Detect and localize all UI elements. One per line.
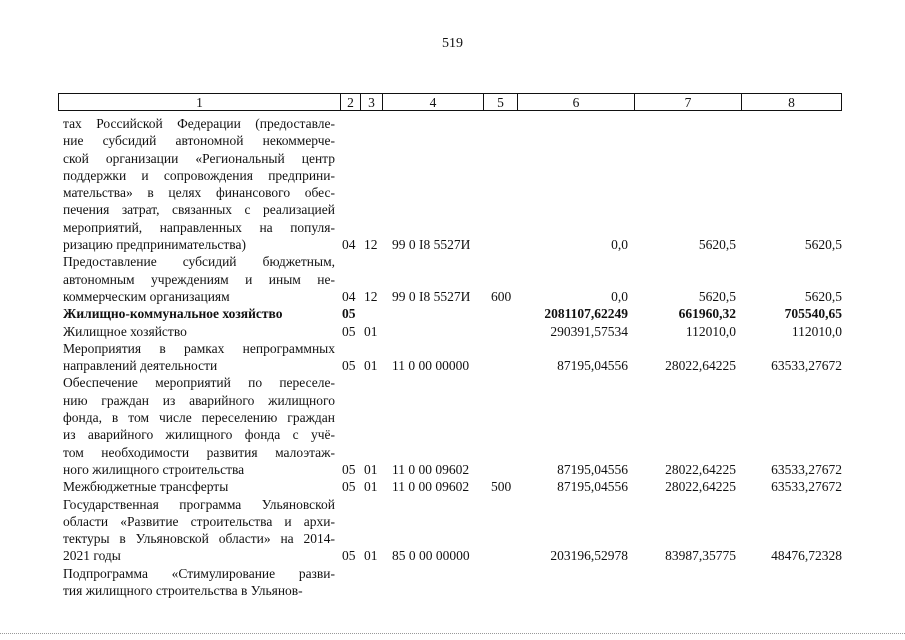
section-code: 05	[342, 548, 356, 564]
section-code: 04	[342, 288, 356, 304]
amount-col-7: 28022,64225	[665, 358, 736, 374]
description-line: Государственная программа Ульяновской	[63, 496, 335, 512]
section-code: 05	[342, 306, 356, 322]
table-row	[0, 115, 905, 253]
subsection-code: 12	[364, 237, 378, 253]
description-line: поддержки и сопровождения предприни-	[63, 167, 335, 183]
table-row	[0, 340, 905, 375]
subsection-code: 01	[364, 479, 378, 495]
header-col-6: 6	[517, 93, 634, 111]
row-values	[0, 288, 905, 305]
amount-col-6: 0,0	[611, 288, 628, 304]
section-code: 05	[342, 323, 356, 339]
row-values	[0, 547, 905, 564]
amount-col-7: 28022,64225	[665, 461, 736, 477]
description-line: Мероприятия в рамках непрограммных	[63, 340, 335, 356]
description-line: Обеспечение мероприятий по переселе-	[63, 375, 335, 391]
description-line: тах Российской Федерации (предоставле-	[63, 116, 335, 131]
table-row	[0, 374, 905, 478]
row-values	[0, 323, 905, 340]
table-row	[0, 565, 905, 600]
target-article-code: 11 0 00 09602	[392, 479, 470, 495]
table-row	[0, 478, 905, 495]
amount-col-6: 2081107,62249	[544, 306, 628, 322]
description-line: области «Развитие строительства и архи-	[63, 513, 335, 529]
subsection-code: 12	[364, 288, 378, 304]
amount-col-6: 87195,04556	[557, 358, 628, 374]
description-line: из аварийного жилищного фонда с учё-	[63, 427, 335, 443]
description-line: ризацию предпринимательства)	[63, 237, 246, 253]
amount-col-7: 661960,32	[678, 306, 736, 322]
description-line: 2021 годы	[63, 548, 121, 564]
description-line: направлений деятельности	[63, 358, 218, 374]
amount-col-7: 28022,64225	[665, 479, 736, 495]
target-article-code: 99 0 I8 5527И	[392, 237, 471, 253]
amount-col-6: 87195,04556	[557, 479, 628, 495]
description-line: автономным учреждениям и иным не-	[63, 271, 335, 287]
section-code: 05	[342, 461, 356, 477]
table-body	[0, 115, 905, 599]
description-line: тия жилищного строительства в Ульянов-	[63, 583, 303, 599]
amount-col-7: 83987,35775	[665, 548, 736, 564]
table-row	[0, 305, 905, 322]
table-row	[0, 323, 905, 340]
expense-type-code: 600	[491, 288, 512, 304]
section-code: 05	[342, 358, 356, 374]
header-col-4: 4	[382, 93, 483, 111]
target-article-code: 11 0 00 09602	[392, 461, 470, 477]
table-row	[0, 496, 905, 565]
target-article-code: 99 0 I8 5527И	[392, 288, 471, 304]
page-bottom-edge	[0, 633, 905, 634]
row-description	[63, 115, 335, 253]
description-line: Жилищное хозяйство	[63, 323, 187, 339]
amount-col-8: 63533,27672	[771, 461, 842, 477]
description-line: тектуры в Ульяновской области» на 2014-	[63, 531, 335, 547]
table-row	[0, 253, 905, 305]
header-col-5: 5	[483, 93, 517, 111]
amount-col-7: 5620,5	[698, 288, 736, 304]
description-line: коммерческим организациям	[63, 288, 230, 304]
section-code: 04	[342, 237, 356, 253]
description-line: Межбюджетные трансферты	[63, 479, 229, 495]
amount-col-7: 112010,0	[685, 323, 736, 339]
subsection-code: 01	[364, 323, 378, 339]
description-line: ской организации «Региональный центр	[63, 150, 335, 166]
description-line: ного жилищного строительства	[63, 461, 245, 477]
page-number: 519	[442, 36, 463, 51]
amount-col-8: 705540,65	[784, 306, 842, 322]
description-line: мероприятий, направленных на популя-	[63, 219, 335, 235]
amount-col-8: 48476,72328	[771, 548, 842, 564]
description-line: Предоставление субсидий бюджетным,	[63, 254, 335, 270]
subsection-code: 01	[364, 548, 378, 564]
amount-col-8: 5620,5	[804, 237, 842, 253]
amount-col-6: 0,0	[611, 237, 628, 253]
description-line: мательства» в целях финансового обес-	[63, 185, 335, 201]
header-col-1: 1	[58, 93, 340, 111]
section-code: 05	[342, 479, 356, 495]
row-values	[0, 357, 905, 374]
description-line: Жилищно-коммунальное хозяйство	[63, 306, 283, 322]
row-values	[0, 461, 905, 478]
header-col-3: 3	[360, 93, 382, 111]
amount-col-6: 290391,57534	[550, 323, 628, 339]
amount-col-7: 5620,5	[698, 237, 736, 253]
header-col-2: 2	[340, 93, 360, 111]
table-header	[58, 93, 842, 111]
amount-col-8: 112010,0	[791, 323, 842, 339]
amount-col-6: 87195,04556	[557, 461, 628, 477]
subsection-code: 01	[364, 358, 378, 374]
description-line: том необходимости развития малоэтаж-	[63, 444, 335, 460]
row-values	[0, 582, 905, 599]
expense-type-code: 500	[491, 479, 512, 495]
row-values	[0, 478, 905, 495]
description-line: ние субсидий автономной некоммерче-	[63, 133, 335, 149]
description-line: нию граждан из аварийного жилищного	[63, 392, 335, 408]
amount-col-8: 63533,27672	[771, 479, 842, 495]
amount-col-8: 63533,27672	[771, 358, 842, 374]
target-article-code: 11 0 00 00000	[392, 358, 470, 374]
amount-col-8: 5620,5	[804, 288, 842, 304]
subsection-code: 01	[364, 461, 378, 477]
row-values	[0, 236, 905, 253]
header-col-7: 7	[634, 93, 741, 111]
description-line: Подпрограмма «Стимулирование разви-	[63, 565, 335, 581]
amount-col-6: 203196,52978	[550, 548, 628, 564]
description-line: печения затрат, связанных с реализацией	[63, 202, 335, 218]
target-article-code: 85 0 00 00000	[392, 548, 470, 564]
header-col-8: 8	[741, 93, 842, 111]
description-line: фонда, в том числе переселению граждан	[63, 410, 335, 426]
row-values	[0, 305, 905, 322]
